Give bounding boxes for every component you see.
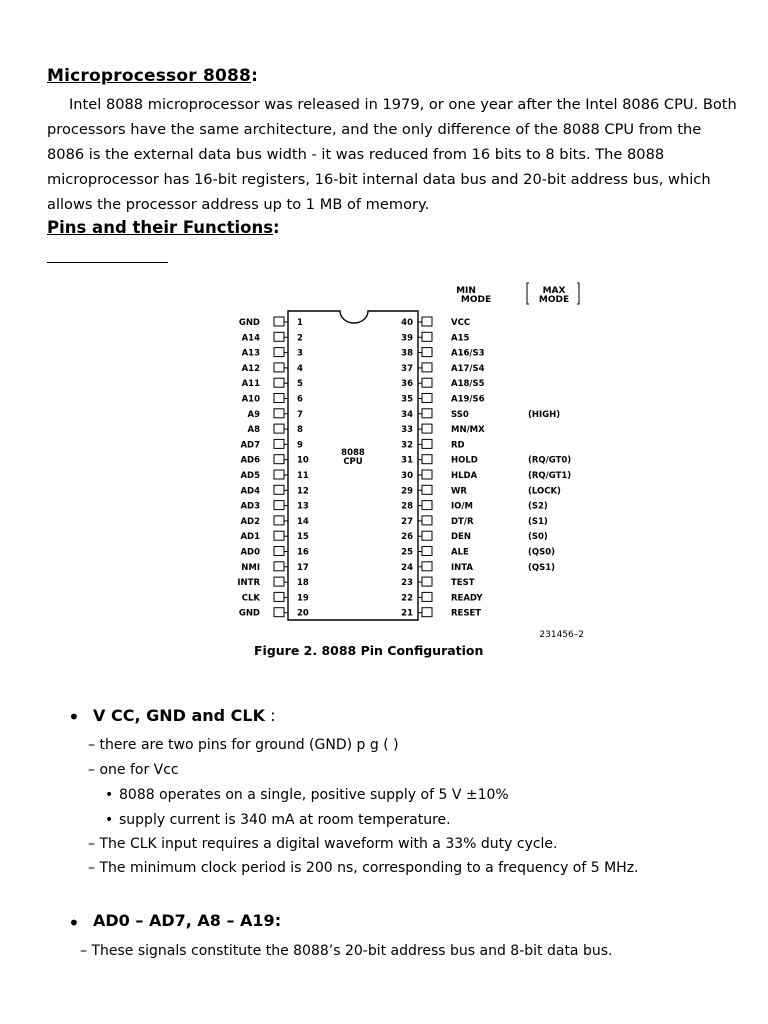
list-item: – These signals constitute the 8088’s 20-bit address bus and 8-bit data bus. xyxy=(80,943,613,959)
section-title-vcc-gnd-clk: V CC, GND and CLK : xyxy=(93,706,276,725)
pin-box-left xyxy=(274,577,284,586)
pin-box-right xyxy=(422,608,432,617)
pin-name-left: A10 xyxy=(241,394,260,405)
pin-box-left xyxy=(274,608,284,617)
pin-name-right: A16/S3 xyxy=(451,348,485,359)
pin-box-left xyxy=(274,348,284,357)
pin-box-left xyxy=(274,332,284,341)
divider-rule xyxy=(47,262,168,263)
pin-number-right: 36 xyxy=(401,379,413,390)
pin-number-right: 40 xyxy=(401,318,413,328)
pin-box-left xyxy=(274,455,284,464)
pin-box-right xyxy=(422,439,432,448)
pin-box-right xyxy=(422,516,432,525)
pin-name-right: A19/S6 xyxy=(451,394,485,405)
list-item: – there are two pins for ground (GND) p g ( ) xyxy=(88,737,399,753)
sub-list-item: 8088 operates on a single, positive supply of 5 V ±10% xyxy=(119,787,509,803)
pin-number-left: 16 xyxy=(297,547,309,558)
pin-number-left: 4 xyxy=(297,363,303,374)
pin-name-right: WR xyxy=(451,486,467,497)
pin-box-left xyxy=(274,378,284,387)
pin-name-right: A18/S5 xyxy=(451,379,485,390)
pin-number-left: 20 xyxy=(297,608,309,619)
pin-box-right xyxy=(422,409,432,418)
pin-box-right xyxy=(422,562,432,571)
pin-number-left: 13 xyxy=(297,501,309,512)
pin-max-mode-label: (S0) xyxy=(528,532,548,543)
pin-box-left xyxy=(274,531,284,540)
pin-name-left: NMI xyxy=(241,562,260,573)
pin-number-right: 33 xyxy=(401,425,413,436)
pin-name-left: CLK xyxy=(241,593,260,604)
pin-box-left xyxy=(274,409,284,418)
pin-box-right xyxy=(422,348,432,357)
pin-number-left: 2 xyxy=(297,333,303,344)
max-mode-bracket-left xyxy=(527,283,529,304)
pin-name-right: A17/S4 xyxy=(451,363,485,374)
pin-number-right: 39 xyxy=(401,333,413,344)
pin-name-right: MN/MX xyxy=(451,425,485,436)
pin-box-right xyxy=(422,455,432,464)
pin-name-left: A14 xyxy=(241,333,260,344)
pin-name-right: SS0 xyxy=(451,409,469,420)
pin-box-left xyxy=(274,317,284,326)
pin-number-left: 3 xyxy=(297,348,303,359)
pin-number-right: 22 xyxy=(401,593,413,604)
pin-max-mode-label: (HIGH) xyxy=(528,409,561,420)
pin-name-right: TEST xyxy=(451,578,475,589)
pin-number-left: 9 xyxy=(297,440,303,451)
bullet-dot: • xyxy=(68,705,80,729)
pin-max-mode-label: (RQ/GT1) xyxy=(528,471,572,481)
pin-box-right xyxy=(422,424,432,433)
pin-number-left: 17 xyxy=(297,562,309,573)
pin-name-right: DEN xyxy=(451,532,471,543)
pin-number-right: 24 xyxy=(401,562,413,573)
pin-number-right: 34 xyxy=(401,409,413,420)
pin-box-left xyxy=(274,501,284,510)
pin-number-left: 1 xyxy=(297,318,303,328)
figure-caption: Figure 2. 8088 Pin Configuration xyxy=(254,643,484,658)
pin-number-right: 31 xyxy=(401,455,413,466)
pin-box-left xyxy=(274,547,284,556)
page-title: Microprocessor 8088: xyxy=(47,66,259,86)
pin-number-left: 15 xyxy=(297,532,309,543)
list-item: – one for Vcc xyxy=(88,762,179,778)
pin-name-right: VCC xyxy=(451,318,471,328)
pin-box-right xyxy=(422,485,432,494)
pin-box-right xyxy=(422,547,432,556)
sub-bullet-dot: • xyxy=(105,812,114,828)
pin-name-left: A9 xyxy=(247,409,260,420)
pin-number-right: 26 xyxy=(401,532,413,543)
pin-configuration-figure xyxy=(218,278,608,660)
chip-label-1: 8088 xyxy=(341,448,365,458)
pin-box-left xyxy=(274,562,284,571)
pin-name-left: AD4 xyxy=(240,486,260,497)
pin-name-right: ALE xyxy=(451,547,469,558)
pin-number-right: 25 xyxy=(401,547,413,558)
pin-box-right xyxy=(422,378,432,387)
sub-list-item: supply current is 340 mA at room temperature. xyxy=(119,812,451,828)
pin-name-left: AD1 xyxy=(240,532,260,543)
pin-number-left: 18 xyxy=(297,578,309,589)
pin-number-right: 35 xyxy=(401,394,413,405)
chip-label-2: CPU xyxy=(343,457,363,467)
pin-box-left xyxy=(274,516,284,525)
pin-name-right: A15 xyxy=(451,333,470,344)
pin-max-mode-label: (LOCK) xyxy=(528,486,561,497)
pin-number-left: 19 xyxy=(297,593,309,604)
max-mode-label-1: MAX xyxy=(542,286,566,296)
pin-name-left: A11 xyxy=(241,379,260,390)
pin-max-mode-label: (QS1) xyxy=(528,562,556,573)
bullet-dot: • xyxy=(68,911,80,935)
pin-number-right: 32 xyxy=(401,440,413,451)
pin-name-left: AD6 xyxy=(240,455,260,466)
pin-box-right xyxy=(422,394,432,403)
pin-box-right xyxy=(422,470,432,479)
pin-max-mode-label: (RQ/GT0) xyxy=(528,455,572,466)
pin-max-mode-label: (S1) xyxy=(528,516,548,527)
pin-number-right: 27 xyxy=(401,516,413,527)
pin-name-left: A8 xyxy=(247,425,260,436)
intro-paragraph xyxy=(47,92,737,217)
pin-box-right xyxy=(422,531,432,540)
pin-number-left: 10 xyxy=(297,455,309,466)
list-item: – The minimum clock period is 200 ns, corresponding to a frequency of 5 MHz. xyxy=(88,860,639,876)
pin-number-right: 30 xyxy=(401,471,413,481)
pin-box-left xyxy=(274,470,284,479)
pin-number-left: 7 xyxy=(297,409,303,420)
pin-box-right xyxy=(422,592,432,601)
pin-number-right: 38 xyxy=(401,348,413,359)
pin-box-right xyxy=(422,317,432,326)
pin-number-right: 23 xyxy=(401,578,413,589)
min-mode-label-1: MIN xyxy=(456,286,476,296)
pin-name-right: INTA xyxy=(451,562,473,573)
pin-number-right: 21 xyxy=(401,608,413,619)
pin-box-left xyxy=(274,439,284,448)
list-item: – The CLK input requires a digital waveform with a 33% duty cycle. xyxy=(88,836,558,852)
pin-number-left: 5 xyxy=(297,379,303,390)
pin-name-right: RD xyxy=(451,440,465,451)
pin-name-right: IO/M xyxy=(451,501,473,512)
max-mode-label-2: MODE xyxy=(538,295,570,305)
pin-number-right: 28 xyxy=(401,501,413,512)
pin-number-left: 12 xyxy=(297,486,309,497)
pin-box-left xyxy=(274,394,284,403)
pin-name-left: AD2 xyxy=(240,516,260,527)
pin-max-mode-label: (QS0) xyxy=(528,547,556,558)
pin-box-left xyxy=(274,485,284,494)
section-title-ad-lines: AD0 – AD7, A8 – A19: xyxy=(93,911,282,930)
sub-bullet-dot: • xyxy=(105,787,114,803)
pin-number-left: 14 xyxy=(297,516,309,527)
pin-number-left: 8 xyxy=(297,425,303,436)
pin-name-left: A13 xyxy=(241,348,260,359)
pin-box-right xyxy=(422,363,432,372)
pin-name-left: A12 xyxy=(241,363,260,374)
pin-name-right: READY xyxy=(451,593,483,604)
pin-box-right xyxy=(422,332,432,341)
pin-name-left: AD7 xyxy=(240,440,260,451)
pin-name-left: GND xyxy=(238,608,260,619)
max-mode-bracket-right xyxy=(577,283,579,304)
figure-code: 231456–2 xyxy=(539,630,584,640)
intro-text: Intel 8088 microprocessor was released in 1979, or one year after the Intel 8086 CPU. Both processors have the same architecture, and the only difference of the 8088 CPU from the 8086 is the external data bus width - it was reduced from 16 bits to 8 bits. The 8088 microprocessor has 16-bit registers, 16-bit internal data bus and 20-bit address bus, which allows the processor address up to 1 MB of memory. xyxy=(47,96,737,213)
pin-name-left: INTR xyxy=(237,578,260,589)
pin-name-left: AD3 xyxy=(240,501,260,512)
pin-number-left: 11 xyxy=(297,471,309,481)
min-mode-label-2: MODE xyxy=(460,295,492,305)
pin-diagram xyxy=(218,278,608,660)
pin-box-left xyxy=(274,424,284,433)
pin-name-left: AD0 xyxy=(240,547,260,558)
section-title-pins: Pins and their Functions: xyxy=(47,218,280,237)
pin-box-right xyxy=(422,577,432,586)
pin-name-right: HLDA xyxy=(451,471,478,481)
pin-name-left: AD5 xyxy=(240,471,260,481)
pin-number-right: 29 xyxy=(401,486,413,497)
pin-name-right: DT/R xyxy=(451,516,474,527)
pin-name-right: RESET xyxy=(451,608,482,619)
pin-number-left: 6 xyxy=(297,394,303,405)
pin-max-mode-label: (S2) xyxy=(528,501,548,512)
pin-box-left xyxy=(274,592,284,601)
pin-box-right xyxy=(422,501,432,510)
pin-box-left xyxy=(274,363,284,372)
pin-name-right: HOLD xyxy=(451,455,478,466)
pin-name-left: GND xyxy=(238,318,260,328)
pin-number-right: 37 xyxy=(401,363,413,374)
